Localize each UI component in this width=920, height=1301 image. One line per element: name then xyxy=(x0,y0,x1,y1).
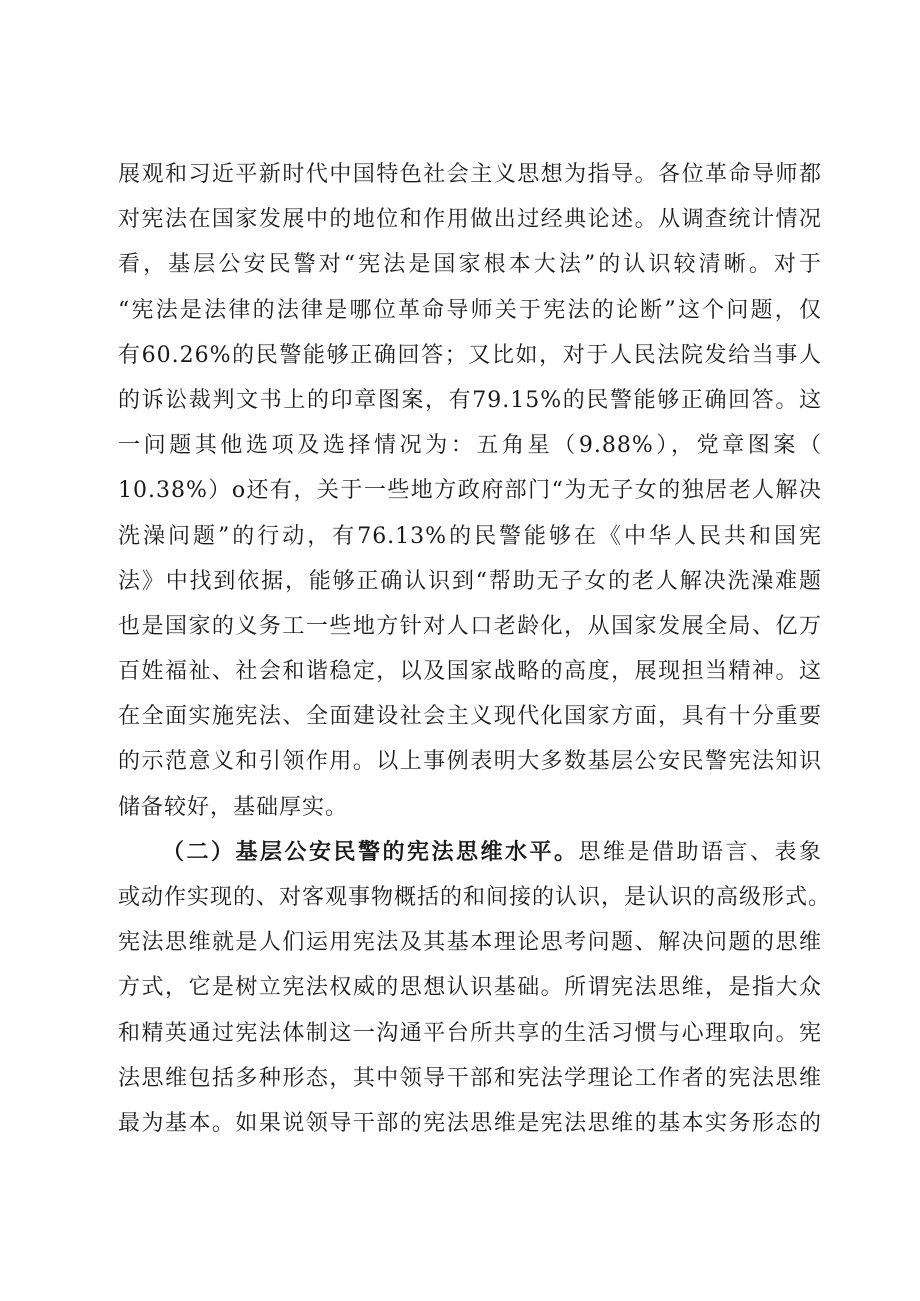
text-line: 百姓福祉、社会和谐稳定，以及国家战略的高度，展现担当精神。这 xyxy=(118,659,822,685)
text-line: 的诉讼裁判文书上的印章图案，有79.15%的民警能够正确回答。这 xyxy=(118,387,822,413)
text-line: 洗澡问题”的行动，有76.13%的民警能够在《中华人民共和国宪 xyxy=(118,523,822,549)
text-line: 最为基本。如果说领导干部的宪法思维是宪法思维的基本实务形态的 xyxy=(118,1110,822,1136)
text-line: “宪法是法律的法律是哪位革命导师关于宪法的论断”这个问题，仅 xyxy=(118,297,822,323)
text-line: 方式，它是树立宪法权威的思想认识基础。所谓宪法思维，是指大众 xyxy=(118,975,822,1001)
text-line: 一问题其他选项及选择情况为：五角星（9.88%），党章图案（ xyxy=(118,433,822,459)
text-line xyxy=(118,830,822,875)
paragraph-1 xyxy=(118,152,822,830)
text-span: 思维是借助语言、表象 xyxy=(578,839,822,865)
text-line: 的示范意义和引领作用。以上事例表明大多数基层公安民警宪法知识 xyxy=(118,749,822,775)
text-line: 看，基层公安民警对“宪法是国家根本大法”的认识较清晰。对于 xyxy=(118,252,822,278)
text-line: 在全面实施宪法、全面建设社会主义现代化国家方面，具有十分重要 xyxy=(118,704,822,730)
text-line: 法》中找到依据，能够正确认识到“帮助无子女的老人解决洗澡难题 xyxy=(118,568,822,594)
text-line: 储备较好，基础厚实。 xyxy=(118,794,349,820)
text-line: 宪法思维就是人们运用宪法及其基本理论思考问题、解决问题的思维 xyxy=(118,930,822,956)
text-line: 10.38%）o还有，关于一些地方政府部门“为无子女的独居老人解决 xyxy=(118,478,822,504)
text-line: 也是国家的义务工一些地方针对人口老龄化，从国家发展全局、亿万 xyxy=(118,613,822,639)
text-line: 法思维包括多种形态，其中领导干部和宪法学理论工作者的宪法思维 xyxy=(118,1065,822,1091)
body-text xyxy=(118,152,832,1146)
text-line: 展观和习近平新时代中国特色社会主义思想为指导。各位革命导师都 xyxy=(118,162,822,187)
text-line: 或动作实现的、对客观事物概括的和间接的认识，是认识的高级形式。 xyxy=(118,885,832,910)
text-line: 有60.26%的民警能够正确回答；又比如，对于人民法院发给当事人 xyxy=(118,342,822,368)
section-heading: （二）基层公安民警的宪法思维水平。 xyxy=(162,838,579,865)
text-line: 和精英通过宪法体制这一沟通平台所共享的生活习惯与心理取向。宪 xyxy=(118,1020,822,1046)
text-line: 对宪法在国家发展中的地位和作用做出过经典论述。从调查统计情况 xyxy=(118,207,822,233)
paragraph-2 xyxy=(118,830,832,1146)
